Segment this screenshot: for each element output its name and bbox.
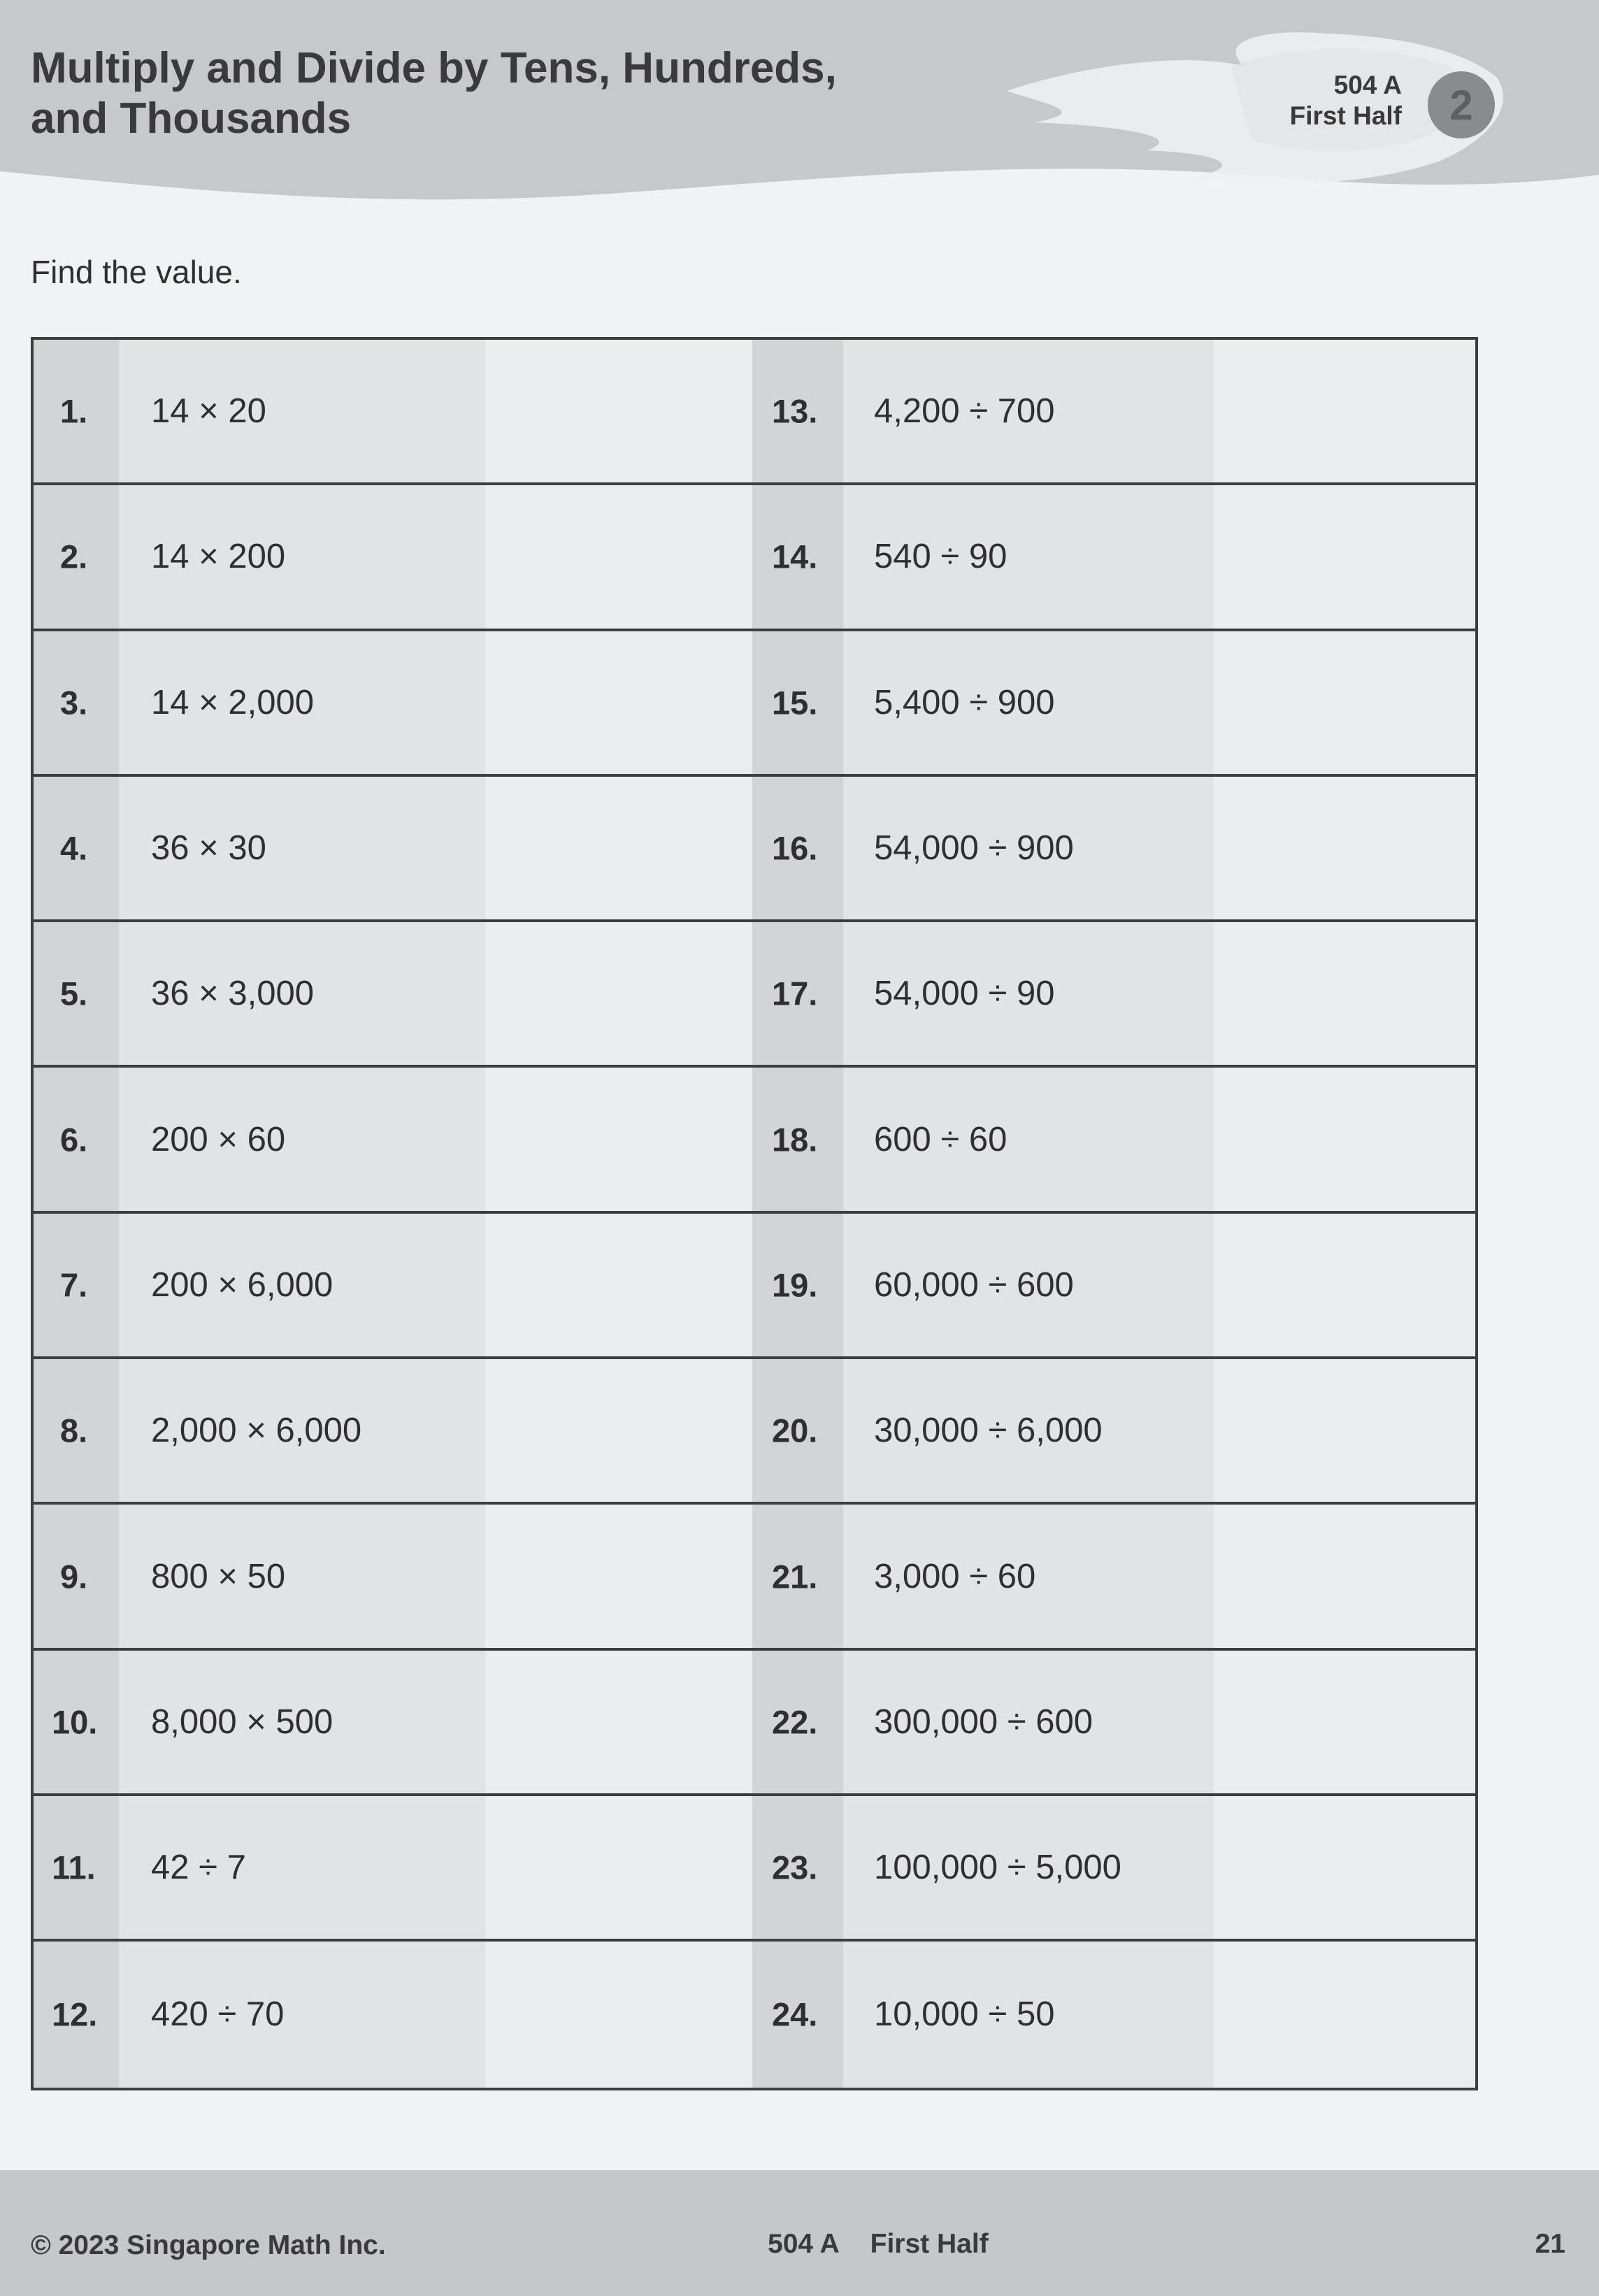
problem-number: 16. [772, 829, 818, 867]
problem-expression: 14 × 200 [151, 538, 286, 576]
problem-expression: 100,000 ÷ 5,000 [874, 1849, 1121, 1887]
page-number: 21 [1535, 2229, 1565, 2259]
problem-row [34, 1359, 1475, 1505]
problem-expression: 30,000 ÷ 6,000 [874, 1412, 1103, 1450]
badge-label: First Half [1289, 101, 1402, 130]
problem-expression: 8,000 × 500 [151, 1702, 334, 1741]
problem-row [34, 631, 1475, 777]
problem-number: 22. [772, 1703, 818, 1741]
problem-number: 2. [60, 538, 88, 575]
numeral-2-icon: 2 [1428, 71, 1495, 138]
problem-expression: 10,000 ÷ 50 [874, 1995, 1055, 2034]
problem-expression: 54,000 ÷ 90 [874, 975, 1055, 1013]
footer-copyright: © 2023 Singapore Math Inc. [31, 2230, 386, 2260]
problem-number: 11. [52, 1849, 96, 1886]
problem-number: 6. [60, 1121, 88, 1158]
problem-expression: 36 × 30 [151, 829, 266, 868]
problem-number: 18. [772, 1121, 818, 1158]
problem-expression: 300,000 ÷ 600 [874, 1702, 1093, 1741]
problem-number: 9. [60, 1558, 88, 1595]
problem-expression: 60,000 ÷ 600 [874, 1265, 1074, 1304]
problem-expression: 2,000 × 6,000 [151, 1412, 362, 1450]
problem-number: 15. [772, 684, 818, 722]
problem-number: 4. [60, 829, 88, 867]
problem-expression: 200 × 60 [151, 1120, 286, 1158]
problem-expression: 420 ÷ 70 [151, 1995, 285, 2034]
problem-expression: 5,400 ÷ 900 [874, 683, 1055, 722]
problem-row [34, 777, 1475, 922]
badge-code: 504 A [1333, 71, 1402, 99]
level-badge [1189, 70, 1402, 131]
problem-number: 10. [52, 1703, 98, 1741]
problem-expression: 14 × 2,000 [151, 683, 314, 722]
footer-code: 504 A [768, 2229, 840, 2259]
page-header [0, 0, 1599, 210]
problem-row [34, 1214, 1475, 1359]
problem-row [34, 1068, 1475, 1214]
problem-number: 24. [772, 1995, 818, 2033]
problem-number: 12. [52, 1995, 98, 2033]
problem-expression: 4,200 ÷ 700 [874, 392, 1055, 431]
problem-expression: 36 × 3,000 [151, 975, 314, 1013]
page-title-line-1: Multiply and Divide by Tens, Hundreds, [31, 44, 837, 92]
footer-label: First Half [870, 2229, 989, 2259]
problem-number: 5. [60, 975, 88, 1012]
problem-row [34, 1796, 1475, 1942]
footer-level [768, 2229, 989, 2260]
problem-expression: 540 ÷ 90 [874, 538, 1008, 576]
problem-number: 20. [772, 1412, 818, 1449]
page-title-line-2: and Thousands [31, 94, 352, 143]
problem-row [34, 1942, 1475, 2087]
problem-number: 3. [60, 684, 88, 722]
problems-table [31, 337, 1478, 2090]
problem-row [34, 340, 1475, 485]
problem-number: 19. [772, 1266, 818, 1304]
problem-expression: 54,000 ÷ 900 [874, 829, 1074, 868]
problem-number: 1. [60, 392, 88, 430]
problem-number: 17. [772, 975, 818, 1012]
problem-expression: 600 ÷ 60 [874, 1120, 1008, 1158]
page-title [31, 43, 1010, 144]
problem-expression: 3,000 ÷ 60 [874, 1557, 1036, 1595]
problem-rows [34, 340, 1475, 2088]
problem-number: 23. [772, 1849, 818, 1886]
problem-expression: 42 ÷ 7 [151, 1849, 246, 1887]
problem-number: 7. [60, 1266, 88, 1304]
problem-expression: 200 × 6,000 [151, 1265, 334, 1304]
problem-number: 8. [60, 1412, 88, 1449]
problem-number: 13. [772, 392, 818, 430]
problem-row [34, 922, 1475, 1068]
instruction-text: Find the value. [31, 254, 242, 290]
problem-row [34, 485, 1475, 631]
page-footer [0, 2170, 1599, 2296]
problem-row [34, 1505, 1475, 1650]
problem-expression: 14 × 20 [151, 392, 266, 431]
problem-expression: 800 × 50 [151, 1557, 286, 1595]
problem-number: 14. [772, 538, 818, 575]
problem-number: 21. [772, 1558, 818, 1595]
problem-row [34, 1651, 1475, 1796]
